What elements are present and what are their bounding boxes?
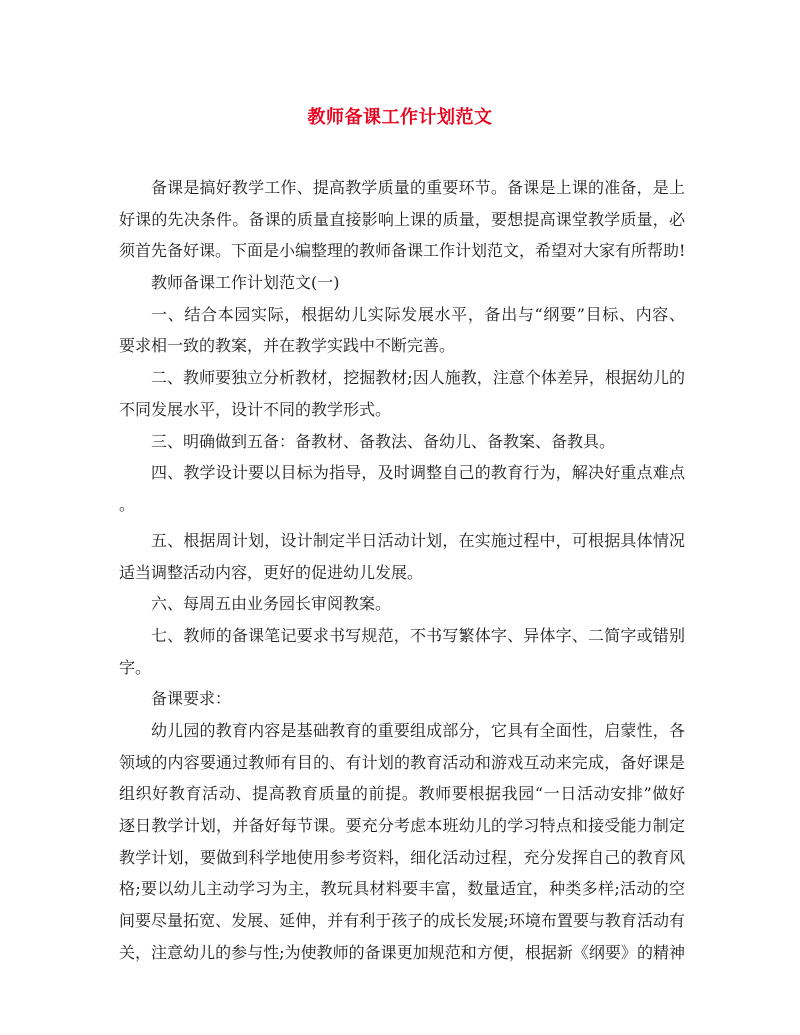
text-line: 逐日教学计划，并备好每节课。要充分考虑本班幼儿的学习特点和接受能力制定 — [119, 816, 685, 836]
text-line: 不同发展水平，设计不同的教学形式。 — [119, 399, 392, 419]
text-line: 好课的先决条件。备课的质量直接影响上课的质量，要想提高课堂教学质量，必 — [119, 209, 685, 229]
text-line: 备课是搞好教学工作、提高教学质量的重要环节。备课是上课的准备，是上 — [151, 178, 685, 197]
text-line: 须首先备好课。下面是小编整理的教师备课工作计划范文，希望对大家有所帮助! — [119, 241, 686, 261]
text-line: 组织好教育活动、提高教育质量的前提。教师要根据我园“一日活动安排”做好 — [119, 784, 685, 804]
text-line: 格;要以幼儿主动学习为主，教玩具材料要丰富，数量适宜，种类多样;活动的空 — [119, 879, 685, 899]
text-line: 三、明确做到五备：备教材、备教法、备幼儿、备教案、备教具。 — [151, 431, 616, 451]
text-line: 七、教师的备课笔记要求书写规范，不书写繁体字、异体字、二简字或错别 — [151, 625, 685, 645]
text-line: 教学计划，要做到科学地使用参考资料，细化活动过程，充分发挥自己的教育风 — [119, 847, 685, 867]
text-line: 一、结合本园实际，根据幼儿实际发展水平，备出与“纲要”目标、内容、 — [151, 304, 685, 324]
text-line: 六、每周五由业务园长审阅教案。 — [151, 594, 392, 614]
document-title: 教师备课工作计划范文 — [307, 107, 493, 128]
text-line: 四、教学设计要以目标为指导，及时调整自己的教育行为，解决好重点难点 — [151, 463, 685, 483]
section-heading: 教师备课工作计划范文(一) — [151, 273, 340, 293]
text-line: 五、根据周计划，设计制定半日活动计划，在实施过程中，可根据具体情况 — [151, 530, 685, 550]
text-line: 关，注意幼儿的参与性;为使教师的备课更加规范和方便，根据新《纲要》的精神 — [119, 942, 685, 962]
section-heading: 备课要求： — [151, 689, 232, 709]
text-line: 领域的内容要通过教师有目的、有计划的教育活动和游戏互动来完成，备好课是 — [119, 752, 685, 772]
text-line: 字。 — [119, 657, 152, 677]
document-body — [119, 172, 685, 969]
text-line: 。 — [119, 494, 136, 514]
text-line: 适当调整活动内容，更好的促进幼儿发展。 — [119, 562, 424, 582]
text-line: 要求相一致的教案，并在教学实践中不断完善。 — [119, 336, 456, 356]
text-line: 二、教师要独立分析教材，挖掘教材;因人施教，注意个体差异，根据幼儿的 — [151, 368, 685, 388]
text-line: 幼儿园的教育内容是基础教育的重要组成部分，它具有全面性，启蒙性，各 — [151, 721, 685, 740]
text-line: 间要尽量拓宽、发展、延伸，并有利于孩子的成长发展;环境布置要与教育活动有 — [119, 911, 685, 931]
